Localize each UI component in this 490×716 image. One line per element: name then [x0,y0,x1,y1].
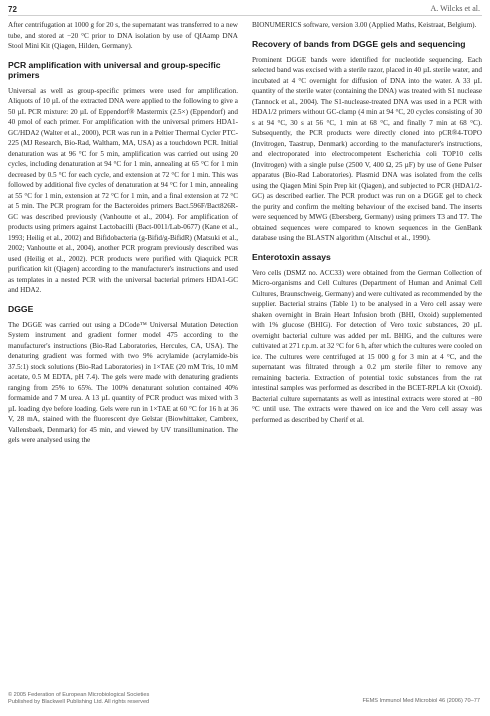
left-column [8,20,238,454]
heading-dgge: DGGE [8,303,34,314]
right-column [252,20,482,433]
paragraph-pcr: Universal as well as group-specific primers were used for amplification. Aliquots of 10 µL of the extracted DNA were applied to the following to give a 50 µL PCR mixture: 20 µL of Eppendorf® Mastermix (2.5×) (Eppendorf) and 40 pmol of each primer. For amplification with the universal primers HDA1-GC/HDA2 (Walter et al., 2000), PCR was run in a Peltier Thermal Cycler PTC-225 (MJ Research, Bio-Rad, Waltham, MA, USA) as a touchdown PCR. Initial denaturation was at 96 °C for 5 min, amplification was carried out using 20 cycles, including denaturation at 94 °C for 1 min, annealing at 65 °C for 1 min decreased by 0.5 °C for each cycle, and extension at 72 °C for 1 min. This was followed by additional five cycles of denaturation at 94 °C for 1 min, annealing at 55 °C for 1 min, extension at 72 °C for 1 min, and a final extension at 72 °C at 5 min. The PCR program for the Bacteroides primers Bact.596F/Bact826R-GC was described previously (Vanhoutte et al., 2004). For amplification of products using primers against Lactobacilli (Bact-0011/Lab-0677) (Kane et al., 1993; Heilig et al., 2002) and Bifidobacteria (g-Bifid/g-BifidR) (Matsuki et al., 2002; Vanhoutte et al., 2004), another PCR program previously described was used (Heilig et al., 2002). PCR products were purified with Qiaquick PCR purification kit (Qiagen) according to the manufacturer's instructions and used as templates in a nested PCR with the universal bacterial primers HDA1-GC and HDA2. [8,86,238,294]
footer-journal-citation: FEMS Immunol Med Microbiol 46 (2006) 70–77 [362,698,480,704]
heading-enterotoxin-assays: Enterotoxin assays [252,251,331,262]
header-rule [8,15,482,16]
copyright-line-2: Published by Blackwell Publishing Ltd. All rights reserved [8,699,150,705]
paragraph-enterotoxin: Vero cells (DSMZ no. ACC33) were obtained from the German Collection of Micro-organisms and Cell Cultures (Department of Human and Animal Cell Cultures, Braunschweig, Germany) and were cultivated as recommended by the supplier. Bacterial strains (Table 1) to be analysed in a Vero cell assay were shaken overnight in Brain Heart Infusion broth (BHI, Oxoid) supplemented with 1% glucose (BHIG). For detection of Vero toxic substances, 20 µL overnight bacterial culture was added per mL BHIG, and the cultures were cultivated at 271 r.p.m. at 32 °C for 6 h, after which the cultures were cooled on ice. The cultures were centrifuged at 15 000 g for 3 min at 4 °C, and the supernatant was filtrated through a 0.2 µm sterile filter to remove any remaining bacteria. Extraction of potential toxic substances from the rat intestinal samples was performed as described in the BCET-RPLA kit (Oxoid). Bacterial culture supernatants as well as intestinal extracts were stored at −80 °C until use. The extracts were thawed on ice and the Vero cell assay was performed as described by Cherif et al. [252,268,482,424]
running-head: A. Wilcks et al. [430,4,480,13]
paragraph-centrifugation: After centrifugation at 1000 g for 20 s, the supernatant was transferred to a new tube, and stored at −20 °C prior to DNA isolation by use of QIAamp DNA Stool Mini Kit (Qiagen, Hilden, Germany). [8,21,238,50]
footer-copyright [8,692,149,706]
paragraph-dgge: The DGGE was carried out using a DCode™ Universal Mutation Detection System instrument and gradient former model 475 according to the manufacturer's instructions (Bio-Rad Laboratories, Hercules, CA, USA). The denaturing gradient was formed with two 9% acrylamide (acrylamide-bis 37.5:1) stock solutions (Bio-Rad Laboratories) in 1×TAE (20 mM Tris, 10 mM acetate, 0.5 M EDTA, pH 7.4). The gels were made with denaturing gradients ranging from 25% to 65%. The 100% denaturant solution contained 40% formamide and 7 M urea. A 13 µL quantity of PCR product was mixed with 3 µL loading dye before loading. Gels were run in 1×TAE at 60 °C for 16 h at 36 V, 28 mA, stained with the fluorescent dye Gelstar (Biowhittaker, Cambrex, Vallensbaek, Denmark) for 45 min, and viewed by UV transillumination. The gels were analysed using the [8,320,238,444]
heading-pcr-amplification: PCR amplification with universal and group-specific primers [8,59,221,80]
heading-recovery-bands: Recovery of bands from DGGE gels and sequencing [252,38,466,49]
paragraph-software: BIONUMERICS software, version 3.00 (Applied Maths, Keistraat, Belgium). [252,21,477,29]
paragraph-recovery: Prominent DGGE bands were identified for nucleotide sequencing. Each selected band was excised with a sterile razor, placed in 40 µL sterile water, and incubated at 4 °C overnight for diffusion of DNA into the water. A 33 µL quantity of the sterile water (containing the DNA) was treated with S1 nuclease (Tannock et al., 2004). The S1-nuclease-treated DNA was used in a PCR with HDA1/2 primers without GC-clamp (4 min at 94 °C, 20 cycles consisting of 30 s at 94 °C, 30 s at 56 °C, 1 min at 68 °C, and finally 7 min at 68 °C). Subsequently, the PCR products were directly cloned into pCR®4-TOPO (Invitrogen, Taastrup, Denmark) according to the manufacturer's instructions, and electroporated into electrocompetent Escherichia coli TOP10 cells (Invitrogen) with a single pulse (2500 V, 400 Ω, 25 µF) by use of Gene Pulser apparatus (Bio-Rad Laboratories). Plasmid DNA was isolated from the cells using the Qiagen Mini Spin Prep kit (Qiagen), and subjected to PCR (HDA1/2-GC) as described earlier. The PCR product was run on a DGGE gel to check the purity and confirm the melting behaviour of the excised band. The inserts were sequenced by MWG (Ebersberg, Germany) using primers T3 and T7. The obtained sequences were compared to known sequences in the GenBank database using the BLASTN algorithm (Altschul et al., 1990). [252,55,483,242]
page-number: 72 [8,5,17,14]
copyright-line-1: © 2005 Federation of European Microbiological Societies [8,692,150,698]
